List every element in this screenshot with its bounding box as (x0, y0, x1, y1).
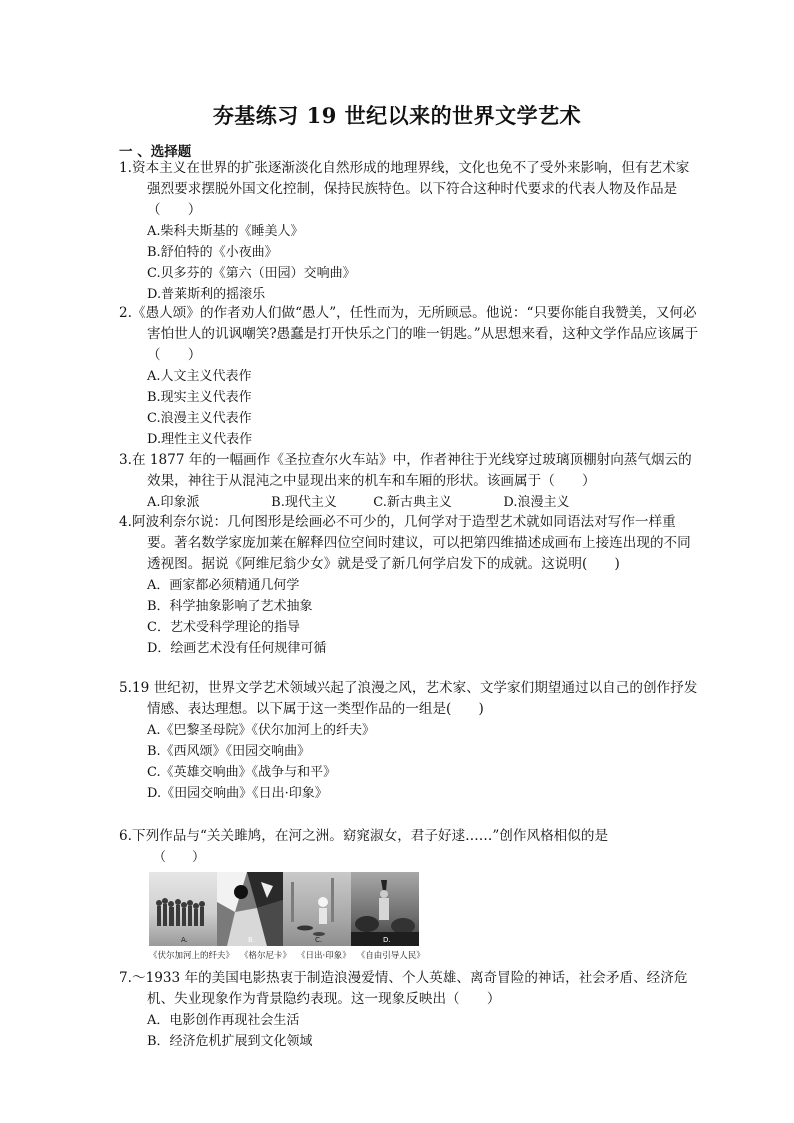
question-stem: 2.《愚人颂》的作者劝人们做“愚人”，任性而为，无所顾忌。他说：“只要你能自我赞美，又何必害怕世人的讥讽嘲笑?愚蠢是打开快乐之门的唯一钥匙。”从思想来看，这种文学作品应该属于（ ） (119, 305, 699, 363)
figure-captions (149, 949, 429, 961)
option-b: B.现代主义 (271, 495, 337, 510)
option-c: C.浪漫主义代表作 (147, 411, 252, 426)
caption-d: 《自由引导人民》 (356, 951, 425, 961)
question-stem: 6.下列作品与“关关雎鸠，在河之洲。窈窕淑女，君子好逑……”创作风格相似的是 (119, 828, 609, 844)
painting-c-image (283, 872, 351, 946)
option-d: D．绘画艺术没有任何规律可循 (147, 641, 327, 656)
option-a: A.《巴黎圣母院》《伏尔加河上的纤夫》 (147, 723, 376, 738)
question-2 (119, 303, 701, 450)
caption-b: 《格尔尼卡》 (240, 951, 292, 961)
option-a: A．画家都必须精通几何学 (147, 578, 300, 593)
option-d: D.《田园交响曲》《日出·印象》 (147, 786, 328, 801)
option-d: D.浪漫主义 (503, 495, 570, 510)
painting-b-image (217, 872, 283, 946)
question-stem: 4.阿波利奈尔说：几何图形是绘画必不可少的，几何学对于造型艺术就如同语法对写作一样重要。著名数学家庞加莱在解释四位空间时建议，可以把第四维描述成画布上接连出现的不同透视图。据说《阿维尼翁少女》就是受了新几何学启发下的成就。这说明( ) (119, 514, 691, 572)
option-d: D.理性主义代表作 (147, 432, 253, 447)
painting-d-image (351, 872, 419, 946)
option-c: C．艺术受科学理论的指导 (147, 620, 300, 635)
figure-letter-c: C. (315, 936, 323, 944)
option-row (119, 492, 701, 513)
page-title: 夯基练习 19 世纪以来的世界文学艺术 (212, 103, 582, 128)
option-c: C.《英雄交响曲》《战争与和平》 (147, 765, 337, 780)
figure-letter-a: A. (181, 936, 188, 944)
option-a: A.柴科夫斯基的《睡美人》 (147, 224, 304, 239)
option-a: A．电影创作再现社会生活 (147, 1013, 300, 1028)
option-d: D.普莱斯利的摇滚乐 (147, 287, 266, 302)
question-4 (119, 512, 701, 659)
painting-a-image (149, 872, 217, 946)
figure-letter-b: B. (248, 936, 256, 944)
option-b: B．科学抽象影响了艺术抽象 (147, 599, 313, 614)
question-3 (119, 450, 701, 513)
option-a: A.印象派 (147, 495, 200, 510)
question-stem: 1.资本主义在世界的扩张逐渐淡化自然形成的地理界线，文化也免不了受外来影响，但有艺术家强烈要求摆脱外国文化控制，保持民族特色。以下符合这种时代要求的代表人物及作品是（ ） (119, 160, 690, 218)
option-b: B．经济危机扩展到文化领域 (147, 1034, 313, 1049)
caption-c: 《日出·印象》 (297, 951, 351, 961)
section-heading: 一 、选择题 (119, 144, 192, 160)
option-b: B.《西风颂》《田园交响曲》 (147, 744, 311, 759)
option-c: C.新古典主义 (373, 495, 452, 510)
answer-paren: （ ） (153, 850, 206, 865)
question-stem: 5.19 世纪初，世界文学艺术领域兴起了浪漫之风，艺术家、文学家们期望通过以自己的创作抒发情感、表达理想。以下属于这一类型作品的一组是( ) (119, 680, 698, 717)
question-stem: 3.在 1877 年的一幅画作《圣拉查尔火车站》中，作者神往于光线穿过玻璃顶棚射向蒸气烟云的效果，神往于从混沌之中显现出来的机车和车厢的形状。该画属于（ ） (119, 452, 692, 489)
artwork-figure (149, 872, 419, 946)
caption-a: 《伏尔加河上的纤夫》 (149, 951, 235, 961)
option-c: C.贝多芬的《第六（田园）交响曲》 (147, 266, 356, 281)
question-6 (119, 826, 701, 868)
option-b: B.现实主义代表作 (147, 390, 252, 405)
question-stem: 7.～1933 年的美国电影热衷于制造浪漫爱情、个人英雄、离奇冒险的神话，社会矛盾、经济危机、失业现象作为背景隐约表现。这一现象反映出（ ） (119, 970, 688, 1007)
question-1 (119, 158, 701, 305)
option-b: B.舒伯特的《小夜曲》 (147, 245, 278, 260)
question-5 (119, 678, 701, 804)
figure-letter-d: D. (383, 936, 391, 944)
option-a: A.人文主义代表作 (147, 369, 252, 384)
question-7 (119, 968, 701, 1052)
